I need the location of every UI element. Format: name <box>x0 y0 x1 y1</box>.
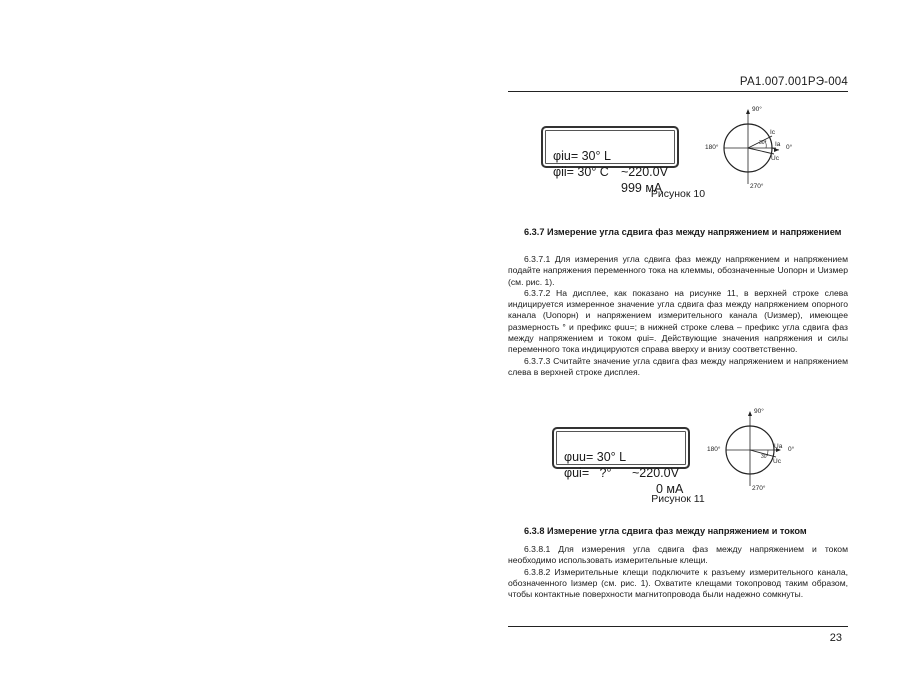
lcd-display-figure-10 <box>541 126 679 195</box>
angle-label: 30° <box>759 140 767 146</box>
lcd-line1-voltage: ~220.0V <box>621 165 668 179</box>
header-rule <box>508 91 848 92</box>
section-6-3-8-heading: 6.3.8 Измерение угла сдвига фаз между напряжением и током <box>524 526 807 536</box>
paragraph-6-3-7-1: 6.3.7.1 Для измерения угла сдвига фаз между напряжением и напряжением подайте напряжения переменного тока на клеммы, обозначенные Uопорн и Uизмер (см. рис. 1). <box>508 254 848 287</box>
lcd-line2-current: 0 мА <box>656 482 684 496</box>
diagram-label-left: 180° <box>707 446 721 453</box>
vector-label-2: Uc <box>773 458 781 465</box>
figure-11-caption: Рисунок 11 <box>651 493 705 505</box>
vector-label-2: Ia <box>775 141 781 148</box>
lcd-line1-angle: φiu= 30° L <box>553 149 611 163</box>
lcd-line1-voltage: ~220.0V <box>632 466 679 480</box>
section-6-3-8-body <box>508 544 848 600</box>
lcd-line2-angle: φii= 30° C <box>553 165 609 179</box>
section-6-3-7-body <box>508 254 848 378</box>
manual-page <box>508 70 848 650</box>
diagram-label-left: 180° <box>705 144 719 151</box>
figure-10-caption: Рисунок 10 <box>650 188 706 200</box>
footer-rule <box>508 626 848 627</box>
vector-label-3: Uc <box>771 155 779 162</box>
phasor-diagram-figure-10 <box>705 106 808 193</box>
diagram-label-right: 0° <box>788 446 795 453</box>
phasor-diagram-figure-11 <box>707 408 810 495</box>
paragraph-6-3-7-2: 6.3.7.2 На дисплее, как показано на рисунке 11, в верхней строке слева индицируется измеренное значение угла сдвига фаз между напряжением опорного канала (Uопорн) и напряжением измерительного канала (Uизмер), имеющее размерность ° и префикс φuu=; в нижней строке слева – префикс угла сдвига фаз между напряжением и током φui=. Действующие значения напряжения и силы переменного тока индицируются справа вверху и внизу соответственно. <box>508 287 848 355</box>
paragraph-6-3-7-3: 6.3.7.3 Считайте значение угла сдвига фаз между напряжением и напряжением слева в верхней строке дисплея. <box>508 355 848 377</box>
lcd-line1-angle: φuu= 30° L <box>564 450 627 464</box>
paragraph-6-3-8-2: 6.3.8.2 Измерительные клещи подключите к разъему измерительного канала, обозначенного Iизмер (см. рис. 1). Охватите клещами токопровод таким образом, чтобы контактные поверхности магнитопровода были надежно сомкнуты. <box>508 566 848 600</box>
diagram-label-right: 0° <box>786 144 793 151</box>
lcd-display-figure-11 <box>552 427 690 496</box>
lcd-line2-current: 999 мА <box>621 181 663 195</box>
diagram-label-bottom: 270° <box>752 485 766 492</box>
section-6-3-7-heading: 6.3.7 Измерение угла сдвига фаз между напряжением и напряжением <box>524 227 842 237</box>
lcd-line2-angle: φui= ?° <box>564 466 612 480</box>
vector-label-1: Ua <box>774 443 783 450</box>
diagram-label-top: 90° <box>752 106 762 113</box>
diagram-label-bottom: 270° <box>750 183 764 190</box>
angle-label: 30° <box>761 454 769 460</box>
vector-label-1: Ic <box>770 129 776 136</box>
diagram-label-top: 90° <box>754 408 764 415</box>
page-number: 23 <box>829 632 842 644</box>
document-id: РА1.007.001РЭ-004 <box>739 76 848 88</box>
paragraph-6-3-8-1: 6.3.8.1 Для измерения угла сдвига фаз между напряжением и током необходимо использовать измерительные клещи. <box>508 544 848 566</box>
